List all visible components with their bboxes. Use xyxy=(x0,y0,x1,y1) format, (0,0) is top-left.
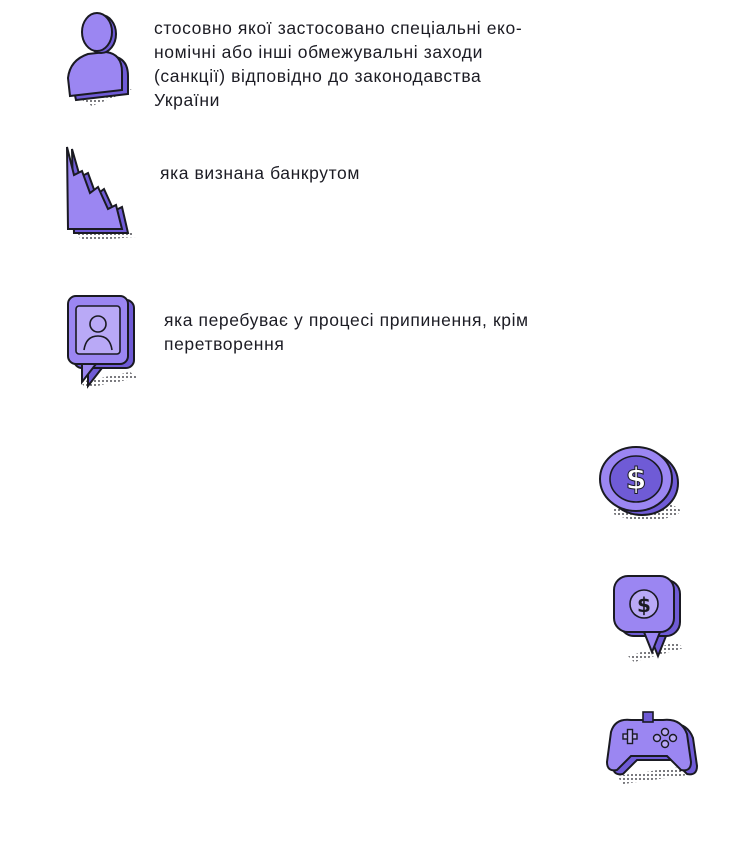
item-text-line: (санкції) відповідно до законодавства xyxy=(154,66,482,86)
person-icon xyxy=(62,12,142,107)
profile-card-icon xyxy=(62,292,142,392)
gamepad-icon xyxy=(603,710,703,788)
item-text-line: номічні або інші обмежувальні заходи xyxy=(154,42,483,62)
item-text-line: яка перебуває у процесі припинення, крім xyxy=(164,310,529,330)
item-text-line: перетворення xyxy=(164,334,285,354)
item-text-line: яка визнана банкрутом xyxy=(160,163,361,183)
item-text-line: України xyxy=(154,90,220,110)
dollar-coin-icon xyxy=(594,437,686,523)
svg-text:$: $ xyxy=(637,593,651,617)
dollar-chat-bubble-icon xyxy=(608,572,690,664)
declining-chart-icon xyxy=(62,145,142,245)
item-text-line: стосовно якої застосовано спеціальні еко- xyxy=(154,18,523,38)
svg-text:$: $ xyxy=(625,462,647,497)
